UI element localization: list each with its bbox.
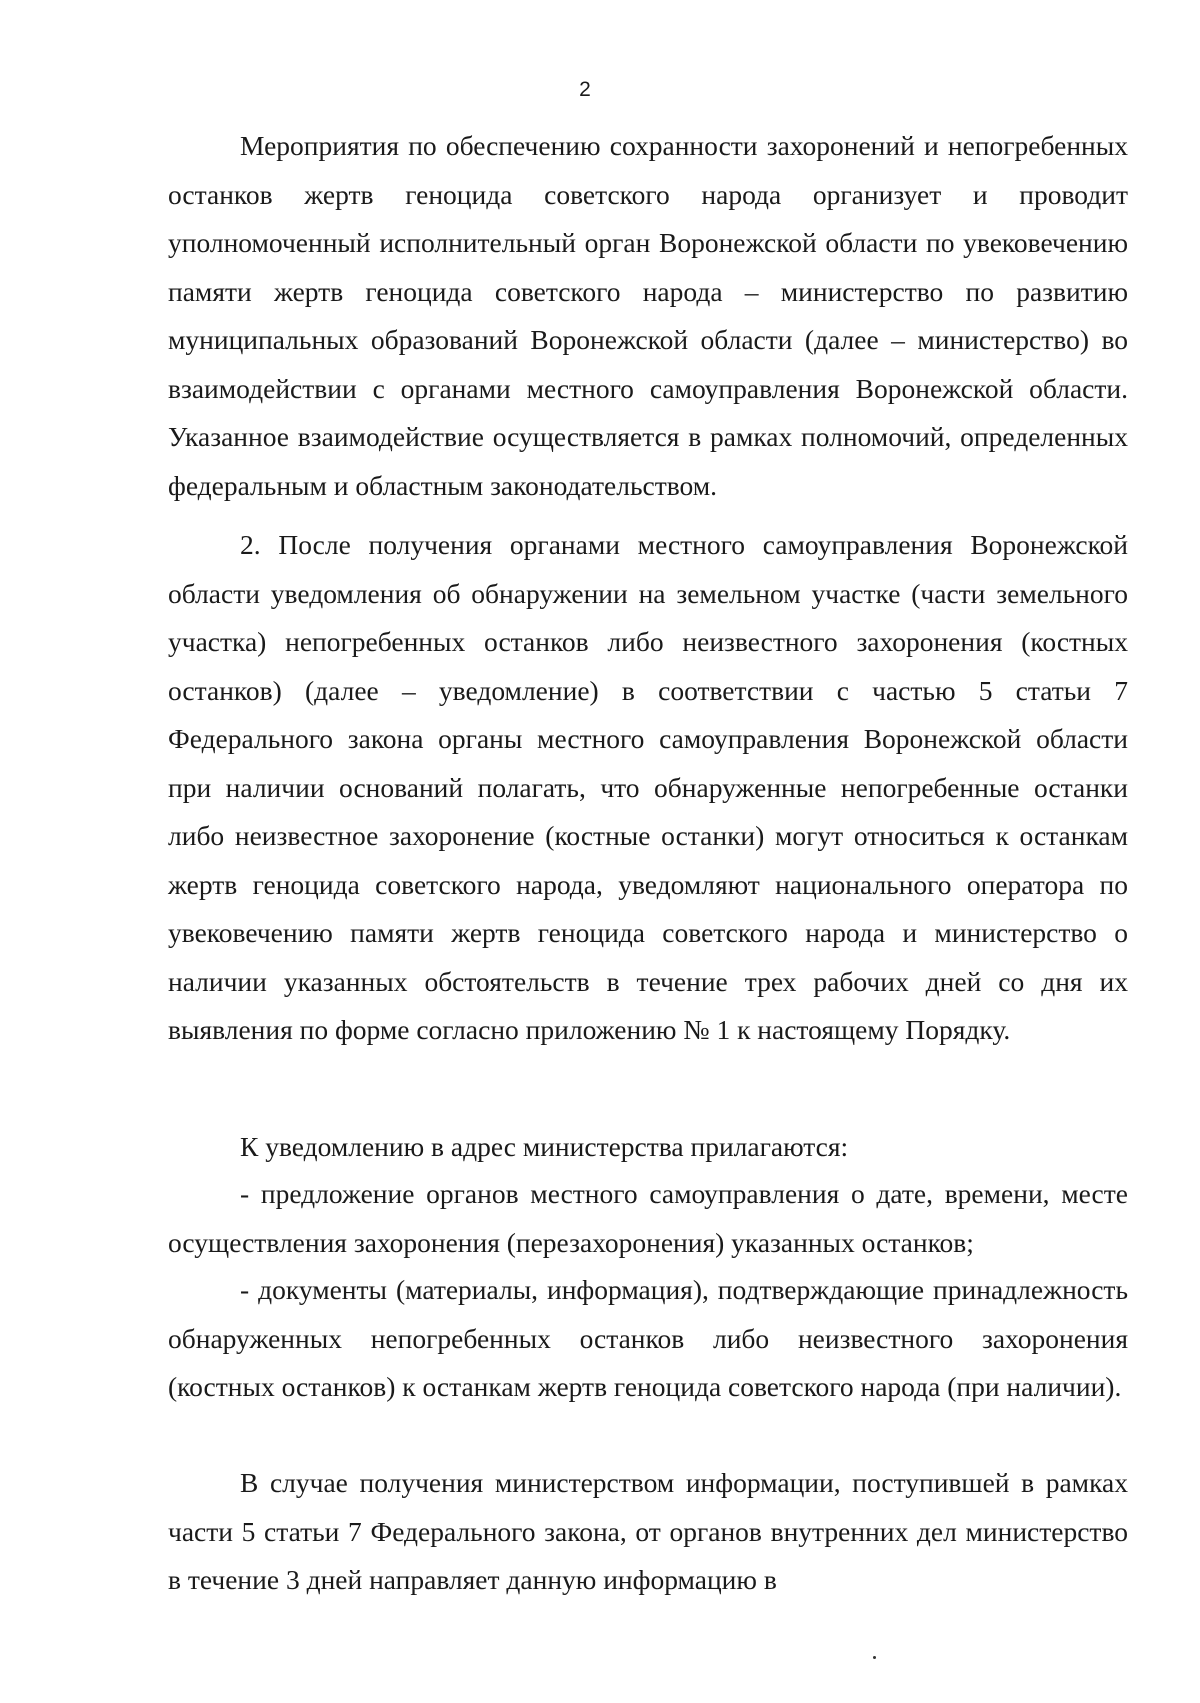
- paragraph-text: Мероприятия по обеспечению сохранности захоронений и непогребенных останков жертв геноцида советского народа организует и проводит уполномоченный исполнительный орган Воронежской области по увековечению памяти жертв геноцида советского народа – министерство по развитию муниципальных образований Воронежской области (далее – министерство) во взаимодействии с органами местного самоуправления Воронежской области. Указанное взаимодействие осуществляется в рамках полномочий, определенных федеральным и областным законодательством.: [168, 130, 1128, 501]
- list-item-proposal: [168, 1170, 1128, 1267]
- scan-speck: [873, 1656, 876, 1659]
- paragraph-text: - документы (материалы, информация), подтверждающие принадлежность обнаруженных непогребенных останков либо неизвестного захоронения (костных останков) к останкам жертв геноцида советского народа (при наличии).: [168, 1274, 1128, 1402]
- paragraph-internal-affairs: [168, 1459, 1128, 1605]
- paragraph-text: К уведомлению в адрес министерства прилагаются:: [240, 1131, 849, 1162]
- paragraph-text: 2. После получения органами местного самоуправления Воронежской области уведомления об обнаружении на земельном участке (части земельного участка) непогребенных останков либо неизвестного захоронения (костных останков) (далее – уведомление) в соответствии с частью 5 статьи 7 Федерального закона органы местного самоуправления Воронежской области при наличии оснований полагать, что обнаруженные непогребенные останки либо неизвестное захоронение (костные останки) могут относиться к останкам жертв геноцида советского народа, уведомляют национального оператора по увековечению памяти жертв геноцида советского народа и министерство о наличии указанных обстоятельств в течение трех рабочих дней со дня их выявления по форме согласно приложению № 1 к настоящему Порядку.: [168, 529, 1128, 1045]
- paragraph-attachments-intro: [168, 1123, 1128, 1172]
- paragraph-measures: [168, 122, 1128, 510]
- page-number: 2: [579, 78, 591, 101]
- list-item-documents: [168, 1266, 1128, 1412]
- paragraph-text: - предложение органов местного самоуправления о дате, времени, месте осуществления захоронения (перезахоронения) указанных останков;: [168, 1178, 1128, 1258]
- paragraph-text: В случае получения министерством информации, поступившей в рамках части 5 статьи 7 Федерального закона, от органов внутренних дел министерство в течение 3 дней направляет данную информацию в: [168, 1467, 1128, 1595]
- paragraph-notification: [168, 521, 1128, 1055]
